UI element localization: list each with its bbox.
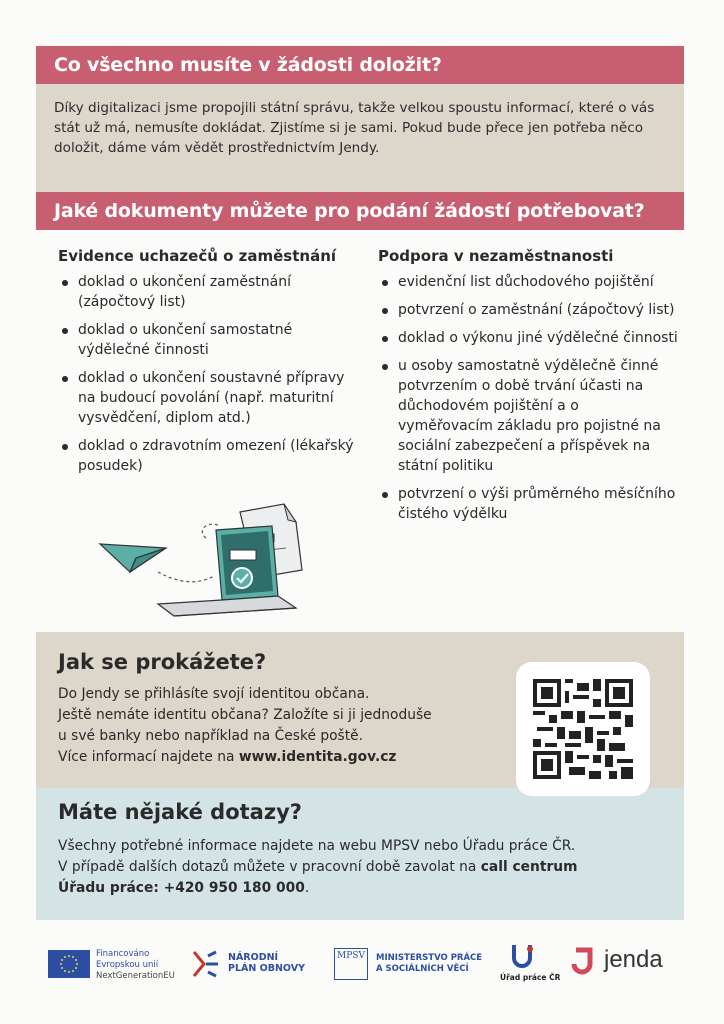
section1-heading: Co všechno musíte v žádosti doložit? [36,46,684,84]
mpsv-line1: MINISTERSTVO PRÁCE [376,953,483,963]
list-item: potvrzení o výši průměrného měsíčního čistého výdělku [378,484,678,524]
column-podpora-title: Podpora v nezaměstnanosti [378,247,614,265]
column-evidence-title: Evidence uchazečů o zaměstnání [58,247,337,265]
eu-text [96,949,175,982]
phone-number: Úřadu práce: +420 950 180 000 [58,880,305,896]
laptop-illustration [96,500,306,620]
list-item: doklad o výkonu jiné výdělečné činnosti [378,328,678,348]
footer-logos [36,940,684,992]
eu-line3: NextGenerationEU [96,971,175,981]
section4-heading: Máte nějaké dotazy? [58,800,302,824]
section3-heading-wrap [58,650,266,674]
mpsv-line2: A SOCIÁLNÍCH VĚCÍ [376,964,469,974]
list-item: doklad o ukončení zaměstnání (zápočtový list) [58,272,358,312]
check-icon [232,568,252,588]
list-item: doklad o ukončení samostatné výdělečné činnosti [58,320,358,360]
eu-line2: Evropskou unií [96,960,159,970]
npo-line2: PLÁN OBNOVY [228,963,305,974]
section4-line3 [58,878,678,899]
mpsv-logo-text: MPSV [337,951,365,961]
section4-line3-suffix: . [304,880,310,896]
up-logo-icon [510,942,536,968]
list-item: doklad o ukončení soustavné přípravy na budoucí povolání (např. maturitní vysvědčení, diplom atd.) [58,368,358,428]
npo-logo-icon [190,948,220,980]
eu-line1: Financováno [96,949,150,959]
list-item: evidenční list důchodového pojištění [378,272,678,292]
list-item: doklad o zdravotním omezení (lékařský posudek) [58,436,358,476]
column-evidence [58,246,358,484]
evidence-list [58,272,358,476]
paper-plane-icon [100,544,166,572]
section1-text: Díky digitalizaci jsme propojili státní správu, takže velkou spoustu informací, které o vás stát už má, nemusíte dokládat. Zjistíme si je sami. Pokud bude přece jen potřeba něco doložit, dáme vám vědět prostřednictvím Jendy. [54,100,655,156]
section4-heading-wrap [58,800,302,824]
jenda-text: jenda [604,946,663,973]
npo-line1: NÁRODNÍ [228,952,279,963]
mpsv-logo-icon [334,948,368,980]
qr-code-icon [533,679,633,779]
qr-code-box[interactable] [516,662,650,796]
list-item: potvrzení o zaměstnání (zápočtový list) [378,300,678,320]
section2-heading: Jaké dokumenty můžete pro podání žádostí potřebovat? [36,192,684,230]
section3-body [58,684,508,768]
section3-line4-prefix: Více informací najdete na [58,749,239,765]
npo-text [228,952,305,974]
section4-line2-prefix: V případě dalších dotazů můžete v pracovní době zavolat na [58,859,481,875]
podpora-list [378,272,678,524]
up-text: Úřad práce ČR [500,973,561,982]
section4-line2 [58,857,678,878]
section3-line2: Ještě nemáte identitu občana? Založíte si ji jednoduše [58,707,432,723]
section4-line1: Všechny potřebné informace najdete na webu MPSV nebo Úřadu práce ČR. [58,838,576,854]
section3-line1: Do Jendy se přihlásíte svojí identitou občana. [58,686,370,702]
mpsv-text [376,953,482,975]
section3-line4 [58,747,508,768]
eu-flag-icon [48,950,90,978]
identita-link[interactable]: www.identita.gov.cz [238,749,397,765]
column-podpora [378,246,678,532]
section4-body [58,836,678,899]
section3-heading: Jak se prokážete? [58,650,267,674]
section3-line3: u své banky nebo například na České poště. [58,728,363,744]
call-centrum-text: call centrum [480,859,578,875]
jenda-logo-icon [570,946,600,976]
list-item: u osoby samostatně výdělečně činné potvrzením o době trvání účasti na důchodovém pojištění a o vyměřovacím základu pro pojistné na sociální zabezpečení a příspěvek na státní politiku [378,356,678,476]
